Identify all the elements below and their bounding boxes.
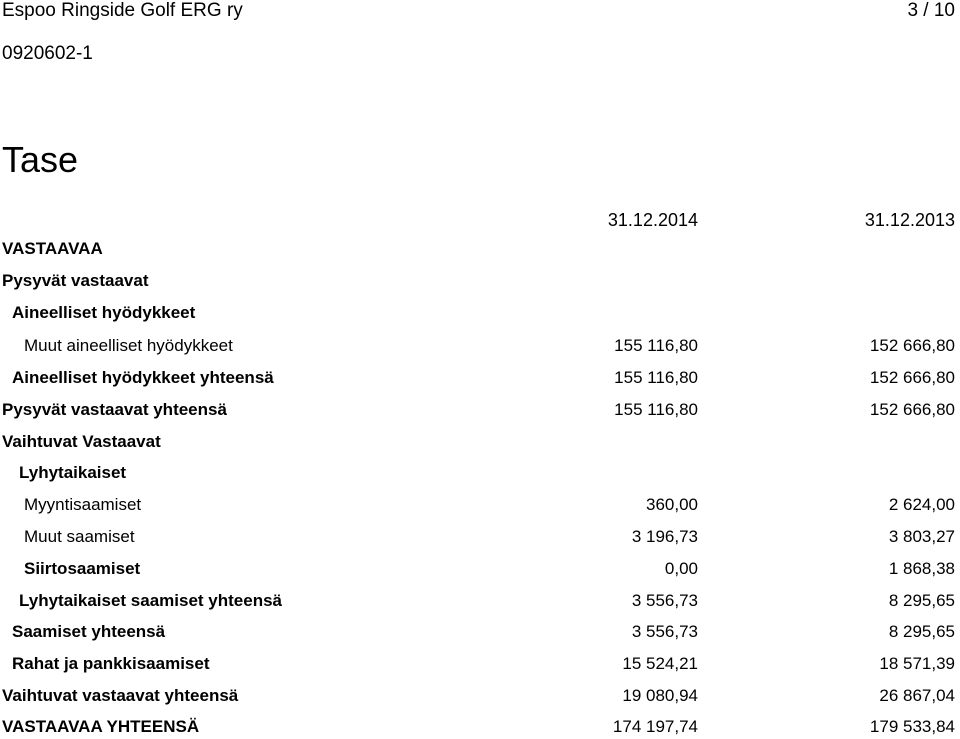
value-2013: 26 867,04 (879, 686, 955, 705)
value-2014: 3 196,73 (631, 527, 698, 546)
value-2013: 2 624,00 (888, 495, 955, 514)
row-label: Rahat ja pankkisaamiset (12, 654, 210, 673)
row-label: Aineelliset hyödykkeet (12, 303, 196, 322)
value-2013: 152 666,80 (869, 368, 955, 387)
value-2013: 8 295,65 (888, 591, 955, 610)
row-label: VASTAAVAA YHTEENSÄ (2, 717, 200, 736)
value-2013: 152 666,80 (869, 400, 955, 419)
value-2013: 179 533,84 (869, 717, 955, 736)
row-label: Muut saamiset (24, 527, 135, 546)
document-id: 0920602-1 (2, 43, 93, 64)
row-label: Lyhytaikaiset saamiset yhteensä (19, 591, 283, 610)
value-2014: 3 556,73 (631, 591, 698, 610)
value-2014: 3 556,73 (631, 622, 698, 641)
row-label: Aineelliset hyödykkeet yhteensä (12, 368, 274, 387)
value-2013: 152 666,80 (869, 336, 955, 355)
value-2014: 155 116,80 (614, 368, 698, 387)
value-2014: 19 080,94 (622, 686, 698, 705)
row-label: Pysyvät vastaavat yhteensä (2, 400, 227, 419)
row-label: Myyntisaamiset (24, 495, 142, 514)
value-2013: 18 571,39 (879, 654, 955, 673)
value-2014: 15 524,21 (622, 654, 698, 673)
value-2014: 155 116,80 (614, 336, 698, 355)
page-number: 3 / 10 (907, 0, 955, 21)
row-label: VASTAAVAA (2, 239, 103, 258)
value-2013: 8 295,65 (888, 622, 955, 641)
column-header-2013: 31.12.2013 (864, 210, 955, 230)
organization-name: Espoo Ringside Golf ERG ry (2, 0, 243, 21)
value-2014: 0,00 (664, 559, 698, 578)
value-2013: 1 868,38 (888, 559, 955, 578)
row-label: Lyhytaikaiset (19, 463, 127, 482)
row-label: Vaihtuvat Vastaavat (2, 432, 161, 451)
value-2014: 174 197,74 (612, 717, 698, 736)
page-title: Tase (2, 139, 79, 180)
row-label: Saamiset yhteensä (12, 622, 166, 641)
column-header-2014: 31.12.2014 (607, 210, 698, 230)
row-label: Vaihtuvat vastaavat yhteensä (2, 686, 239, 705)
row-label: Pysyvät vastaavat (2, 271, 149, 290)
value-2014: 155 116,80 (614, 400, 698, 419)
row-label: Siirtosaamiset (24, 559, 141, 578)
value-2014: 360,00 (646, 495, 698, 514)
value-2013: 3 803,27 (888, 527, 955, 546)
row-label: Muut aineelliset hyödykkeet (24, 336, 233, 355)
